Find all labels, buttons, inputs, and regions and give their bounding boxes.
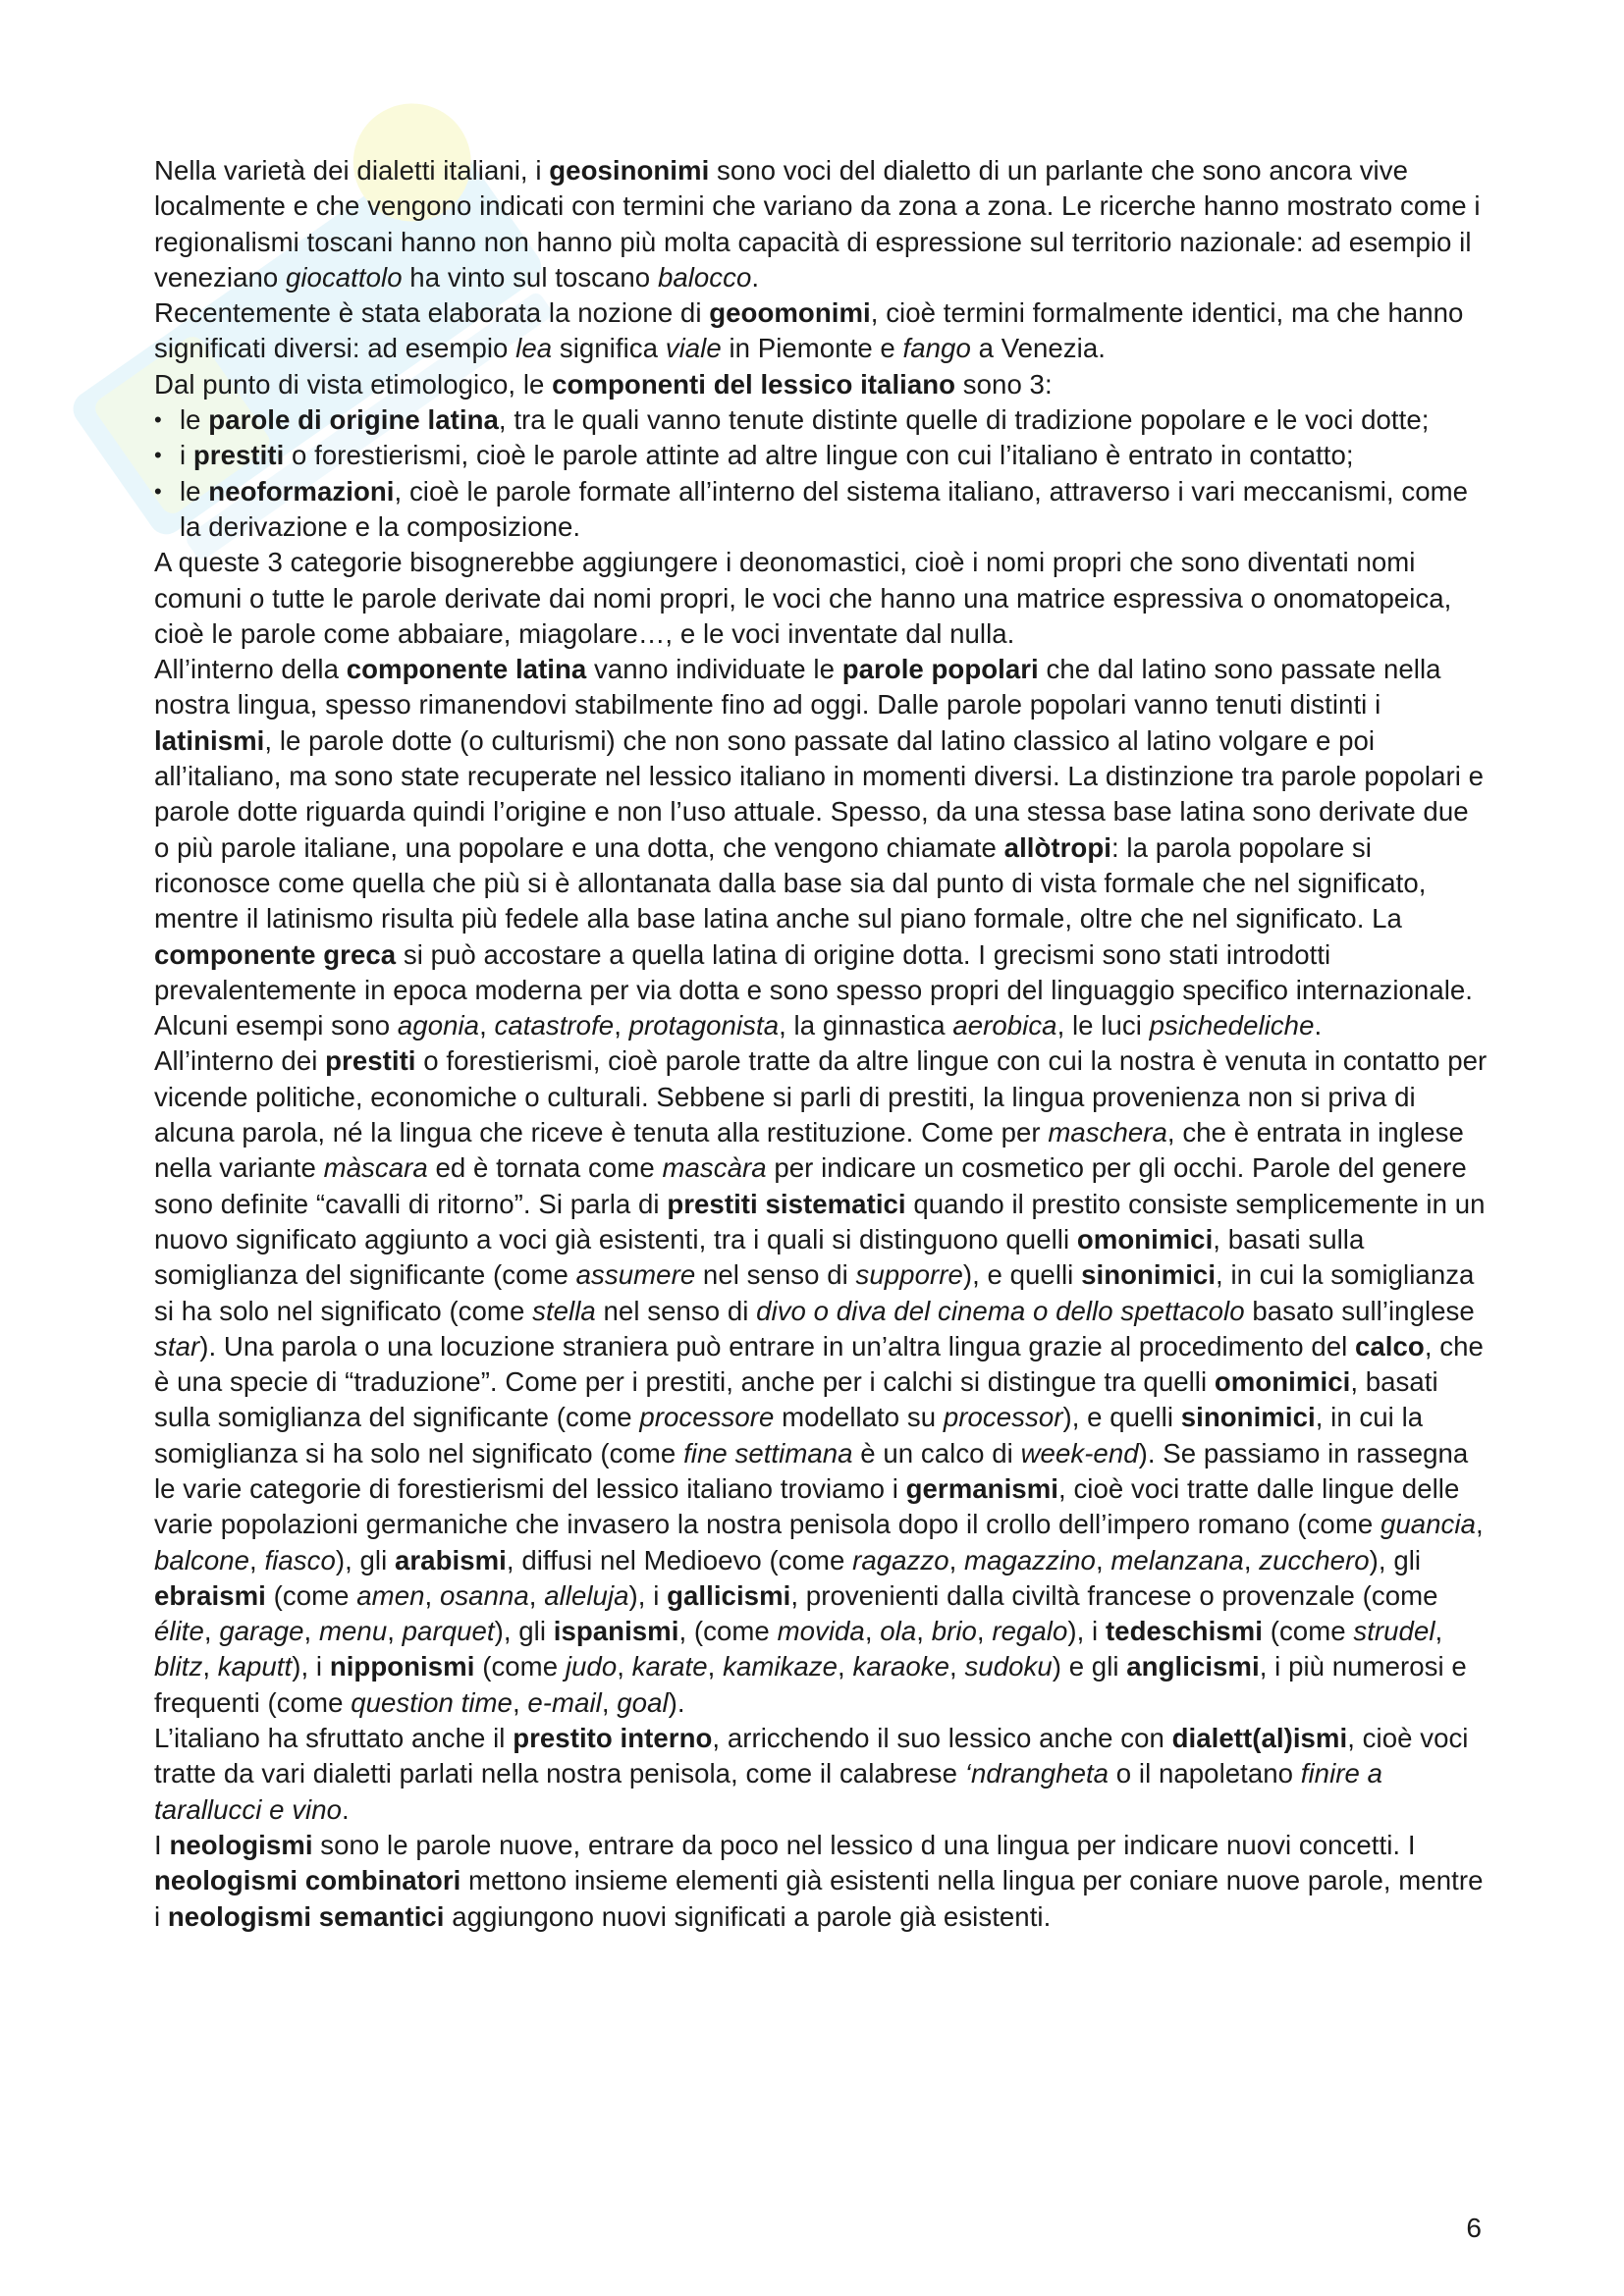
text-run: (come bbox=[265, 1579, 357, 1611]
italic-term: processore bbox=[639, 1402, 775, 1433]
text-run: , in cui la somiglianza si ha solo nel significato (come bbox=[154, 1259, 1475, 1326]
italic-term: regalo bbox=[992, 1616, 1068, 1647]
text-run: , arricchendo il suo lessico anche con bbox=[712, 1723, 1172, 1754]
italic-term: blitz bbox=[154, 1651, 203, 1682]
bold-term: neologismi semantici bbox=[167, 1900, 445, 1932]
italic-term: balocco bbox=[657, 261, 752, 293]
text-run: I bbox=[154, 1829, 170, 1860]
italic-term: ola bbox=[880, 1616, 917, 1647]
text-run: o il napoletano bbox=[1109, 1758, 1301, 1789]
text-run: , bbox=[601, 1686, 618, 1718]
italic-term: alleluja bbox=[544, 1579, 629, 1611]
italic-term: divo o diva del cinema o dello spettacolo bbox=[756, 1295, 1245, 1326]
bold-term: componente latina bbox=[346, 654, 587, 685]
text-run: , bbox=[838, 1651, 853, 1682]
text-run: ), e quelli bbox=[962, 1259, 1082, 1291]
text-run: , bbox=[479, 1010, 495, 1041]
text-run: , bbox=[617, 1651, 632, 1682]
text-run: le bbox=[180, 475, 209, 507]
text-run: , provenienti dalla civiltà francese o provenzale (come bbox=[790, 1579, 1438, 1611]
text-run: L’italiano ha sfruttato anche il bbox=[154, 1723, 514, 1754]
paragraph bbox=[154, 545, 1489, 652]
text-run: sono le parole nuove, entrare da poco nel lessico d una lingua per indicare nuovi concetti. I bbox=[312, 1829, 1416, 1860]
text-run: , bbox=[303, 1616, 319, 1647]
text-run: , cioè voci tratte da vari dialetti parlati nella nostra penisola, come il calabrese bbox=[154, 1723, 1469, 1789]
text-run: basato sull’inglese bbox=[1244, 1295, 1475, 1326]
text-run: , che è entrata in inglese nella variante bbox=[154, 1117, 1464, 1184]
italic-term: balcone bbox=[154, 1544, 250, 1575]
italic-term: guancia bbox=[1380, 1509, 1476, 1540]
italic-term: agonia bbox=[397, 1010, 480, 1041]
italic-term: lea bbox=[515, 333, 553, 364]
paragraph bbox=[154, 295, 1489, 367]
bold-term: parole popolari bbox=[841, 654, 1039, 685]
paragraph bbox=[154, 1828, 1489, 1935]
italic-term: goal bbox=[617, 1686, 669, 1718]
text-run: quando il prestito consiste semplicemente in un nuovo significato aggiunto a voci già esistenti, tra i quali si distinguono quelli bbox=[154, 1188, 1486, 1255]
text-run: o forestierismi, cioè le parole attinte ad altre lingue con cui l’italiano è entrato in contatto; bbox=[284, 440, 1354, 471]
italic-term: giocattolo bbox=[285, 261, 403, 293]
bold-term: ispanismi bbox=[553, 1616, 679, 1647]
page-number: 6 bbox=[1466, 2213, 1482, 2243]
paragraphs-after-list bbox=[154, 545, 1489, 1935]
text-run: , le parole dotte (o culturismi) che non sono passate dal latino classico al latino volgare e poi all’italiano, ma sono state recuperate nel lessico italiano in momenti diversi. La distinzione tra parole popolari e parole dotte riguarda quindi l’origine e non l’uso attuale. Spesso, da una stessa base latina sono derivate due o più parole italiane, una popolare e una dotta, che vengono chiamate bbox=[154, 724, 1485, 863]
italic-term: supporre bbox=[855, 1259, 963, 1291]
text-run: ). Se passiamo in rassegna le varie categorie di forestierismi del lessico italiano troviamo i bbox=[154, 1437, 1469, 1504]
italic-term: zucchero bbox=[1259, 1544, 1370, 1575]
paragraph bbox=[154, 367, 1489, 402]
paragraphs-before-list bbox=[154, 153, 1489, 402]
italic-term: week-end bbox=[1020, 1437, 1139, 1468]
text-run: vanno individuate le bbox=[586, 654, 842, 685]
bold-term: germanismi bbox=[905, 1472, 1059, 1504]
text-run: , bbox=[976, 1616, 993, 1647]
italic-term: parquet bbox=[402, 1616, 495, 1647]
text-run: sono 3: bbox=[955, 368, 1053, 400]
text-run: o forestierismi, cioè parole tratte da altre lingue con cui la nostra è venuta in contatto per vicende politiche, economiche o culturali. Sebbene si parli di prestiti, la lingua provenienza non si priva di alcuna parola, né la lingua che riceve è tenuta alla restituzione. Come per bbox=[154, 1045, 1488, 1148]
bold-term: allòtropi bbox=[1003, 831, 1111, 863]
text-run: , bbox=[202, 1651, 218, 1682]
italic-term: sudoku bbox=[964, 1651, 1053, 1682]
bold-term: parole di origine latina bbox=[208, 404, 499, 436]
bold-term: arabismi bbox=[395, 1544, 507, 1575]
text-run: a Venezia. bbox=[970, 333, 1106, 364]
text-run: è un calco di bbox=[852, 1437, 1021, 1468]
text-run: modellato su bbox=[774, 1402, 944, 1433]
text-run: , in cui la somiglianza si ha solo nel significato (come bbox=[154, 1402, 1424, 1468]
text-run: ), gli bbox=[1369, 1544, 1422, 1575]
italic-term: psichedeliche bbox=[1149, 1010, 1315, 1041]
bold-term: neologismi combinatori bbox=[154, 1865, 461, 1896]
bold-term: ebraismi bbox=[154, 1579, 266, 1611]
text-run: , bbox=[707, 1651, 724, 1682]
bold-term: prestito interno bbox=[513, 1723, 713, 1754]
text-run: ), i bbox=[292, 1651, 330, 1682]
text-run: , bbox=[1475, 1509, 1484, 1540]
text-run: ed è tornata come bbox=[427, 1152, 663, 1184]
paragraph bbox=[154, 652, 1489, 1043]
text-run: si può accostare a quella latina di origine dotta. I grecismi sono stati introdotti prevalentemente in epoca moderna per via dotta e sono spesso propri del linguaggio specifico internazionale. Alcuni esempi sono bbox=[154, 938, 1474, 1041]
text-run: : la parola popolare si riconosce come quella che più si è allontanata dalla base sia dal punto di vista formale che nel significato, mentre il latinismo risulta più fedele alla base latina anche sul piano formale, oltre che nel significato. La bbox=[154, 831, 1427, 934]
bold-term: geosinonimi bbox=[549, 155, 710, 186]
italic-term: catastrofe bbox=[494, 1010, 615, 1041]
bold-term: neoformazioni bbox=[208, 475, 395, 507]
italic-term: finire a tarallucci e vino bbox=[154, 1758, 1383, 1825]
bold-term: prestiti bbox=[192, 440, 285, 471]
lexicon-components-list bbox=[154, 402, 1489, 545]
bold-term: neologismi bbox=[169, 1829, 313, 1860]
text-run: ). bbox=[668, 1686, 685, 1718]
bold-term: sinonimici bbox=[1180, 1402, 1316, 1433]
text-run: All’interno della bbox=[154, 654, 347, 685]
text-run: , bbox=[949, 1651, 965, 1682]
bold-term: gallicismi bbox=[667, 1579, 791, 1611]
text-run: , bbox=[249, 1544, 265, 1575]
text-run: Dal punto di vista etimologico, le bbox=[154, 368, 553, 400]
text-run: per indicare un cosmetico per gli occhi. Parole del genere sono definite “cavalli di ritorno”. Si parla di bbox=[154, 1152, 1467, 1219]
paragraph bbox=[154, 153, 1489, 295]
text-run: , bbox=[614, 1010, 629, 1041]
text-run: , diffusi nel Medioevo (come bbox=[506, 1544, 853, 1575]
text-run: , le luci bbox=[1056, 1010, 1150, 1041]
italic-term: viale bbox=[665, 333, 722, 364]
text-run: , bbox=[864, 1616, 881, 1647]
text-run: A queste 3 categorie bisognerebbe aggiungere i deonomastici, cioè i nomi propri che sono diventati nomi comuni o tutte le parole derivate dai nomi propri, le voci che hanno una matrice espressiva o onomatopeica, cioè le parole come abbaiare, miagolare…, e le voci inventate dal nulla. bbox=[154, 547, 1452, 649]
italic-term: menu bbox=[318, 1616, 388, 1647]
italic-term: osanna bbox=[439, 1579, 529, 1611]
text-run: , bbox=[512, 1686, 528, 1718]
text-run: , i più numerosi e frequenti (come bbox=[154, 1651, 1467, 1718]
italic-term: protagonista bbox=[628, 1010, 780, 1041]
text-run: che dal latino sono passate nella nostra lingua, spesso rimanendovi stabilmente fino ad oggi. Dalle parole popolari vanno tenuti distinti i bbox=[154, 654, 1441, 721]
text-run: (come bbox=[1263, 1616, 1354, 1647]
text-run: , bbox=[948, 1544, 965, 1575]
text-run: mettono insieme elementi già esistenti nella lingua per coniare nuove parole, mentre i bbox=[154, 1865, 1484, 1932]
italic-term: kamikaze bbox=[723, 1651, 839, 1682]
text-run: Nella varietà dei dialetti italiani, i bbox=[154, 155, 550, 186]
text-run: , bbox=[203, 1616, 220, 1647]
text-run: , (come bbox=[678, 1616, 778, 1647]
italic-term: assumere bbox=[575, 1259, 696, 1291]
text-run: , bbox=[1095, 1544, 1111, 1575]
italic-term: amen bbox=[356, 1579, 425, 1611]
text-run: , bbox=[1435, 1616, 1443, 1647]
italic-term: mascàra bbox=[662, 1152, 767, 1184]
text-run: , la ginnastica bbox=[779, 1010, 953, 1041]
paragraph bbox=[154, 1721, 1489, 1828]
list-item bbox=[154, 402, 1489, 438]
bold-term: dialett(al)ismi bbox=[1171, 1723, 1348, 1754]
bold-term: calco bbox=[1355, 1330, 1425, 1362]
italic-term: processor bbox=[943, 1402, 1063, 1433]
italic-term: melanzana bbox=[1110, 1544, 1244, 1575]
italic-term: question time bbox=[351, 1686, 513, 1718]
text-run: , basati sulla somiglianza del significante (come bbox=[154, 1366, 1438, 1433]
text-run: sono voci del dialetto di un parlante che sono ancora vive localmente e che vengono indicati con termini che variano da zona a zona. Le ricerche hanno mostrato come i regionalismi toscani hanno non hanno più molta capacità di espressione sul territorio nazionale: ad esempio il veneziano bbox=[154, 155, 1481, 293]
italic-term: màscara bbox=[323, 1152, 428, 1184]
italic-term: fiasco bbox=[264, 1544, 336, 1575]
italic-term: karate bbox=[631, 1651, 708, 1682]
bold-term: prestiti bbox=[325, 1045, 416, 1077]
italic-term: kaputt bbox=[217, 1651, 293, 1682]
text-run: . bbox=[751, 261, 760, 293]
text-run: , bbox=[387, 1616, 403, 1647]
text-run: , bbox=[1243, 1544, 1260, 1575]
text-run: , bbox=[424, 1579, 440, 1611]
text-run: , tra le quali vanno tenute distinte quelle di tradizione popolare e le voci dotte; bbox=[498, 404, 1430, 436]
text-run: . bbox=[342, 1793, 350, 1825]
text-run: ). Una parola o una locuzione straniera può entrare in un’altra lingua grazie al procedimento del bbox=[199, 1330, 1356, 1362]
italic-term: magazzino bbox=[964, 1544, 1096, 1575]
text-run: , basati sulla somiglianza del significante (come bbox=[154, 1223, 1365, 1291]
bold-term: sinonimici bbox=[1081, 1259, 1217, 1291]
text-run: ), gli bbox=[335, 1544, 395, 1575]
italic-term: ‘ndrangheta bbox=[964, 1758, 1110, 1789]
italic-term: judo bbox=[565, 1651, 618, 1682]
italic-term: star bbox=[154, 1330, 200, 1362]
italic-term: movida bbox=[777, 1616, 865, 1647]
bold-term: latinismi bbox=[154, 724, 265, 756]
italic-term: ragazzo bbox=[852, 1544, 949, 1575]
bold-term: prestiti sistematici bbox=[667, 1188, 906, 1219]
text-run: , cioè termini formalmente identici, ma che hanno significati diversi: ad esempio bbox=[154, 297, 1464, 364]
italic-term: élite bbox=[154, 1616, 204, 1647]
bold-term: nipponismi bbox=[329, 1651, 475, 1682]
bold-term: anglicismi bbox=[1126, 1651, 1260, 1682]
italic-term: garage bbox=[219, 1616, 304, 1647]
main-text bbox=[154, 153, 1489, 1935]
italic-term: e-mail bbox=[527, 1686, 602, 1718]
italic-term: strudel bbox=[1353, 1616, 1435, 1647]
text-run: , bbox=[528, 1579, 545, 1611]
italic-term: aerobica bbox=[952, 1010, 1057, 1041]
text-run: ) e gli bbox=[1052, 1651, 1127, 1682]
italic-term: stella bbox=[532, 1295, 596, 1326]
italic-term: fango bbox=[902, 333, 971, 364]
text-run: ), i bbox=[628, 1579, 668, 1611]
bold-term: componente greca bbox=[154, 938, 397, 970]
bold-term: omonimici bbox=[1214, 1366, 1351, 1398]
bold-term: omonimici bbox=[1076, 1223, 1214, 1255]
text-run: All’interno dei bbox=[154, 1045, 326, 1077]
text-run: significa bbox=[552, 333, 666, 364]
text-run: , cioè le parole formate all’interno del sistema italiano, attraverso i vari meccanismi, come la derivazione e la composizione. bbox=[180, 475, 1469, 542]
bold-term: componenti del lessico italiano bbox=[552, 368, 956, 400]
bold-term: tedeschismi bbox=[1105, 1616, 1263, 1647]
text-run: ha vinto sul toscano bbox=[402, 261, 658, 293]
text-run: , cioè voci tratte dalle lingue delle varie popolazioni germaniche che invasero la nostra penisola dopo il crollo dell’impero romano (come bbox=[154, 1472, 1460, 1540]
text-run: Recentemente è stata elaborata la nozione di bbox=[154, 297, 710, 329]
text-run: in Piemonte e bbox=[721, 333, 903, 364]
text-run: i bbox=[180, 440, 193, 471]
italic-term: brio bbox=[931, 1616, 977, 1647]
text-run: ), e quelli bbox=[1062, 1402, 1181, 1433]
text-run: , bbox=[916, 1616, 932, 1647]
italic-term: maschera bbox=[1048, 1117, 1167, 1148]
text-run: . bbox=[1314, 1010, 1323, 1041]
text-run: le bbox=[180, 404, 209, 436]
text-run: , che è una specie di “traduzione”. Come per i prestiti, anche per i calchi si distingue tra quelli bbox=[154, 1330, 1484, 1398]
italic-term: karaoke bbox=[852, 1651, 950, 1682]
text-run: ), i bbox=[1067, 1616, 1106, 1647]
text-run: ), gli bbox=[494, 1616, 554, 1647]
list-item bbox=[154, 438, 1489, 473]
text-run: aggiungono nuovi significati a parole già esistenti. bbox=[444, 1900, 1052, 1932]
paragraph bbox=[154, 1043, 1489, 1721]
italic-term: fine settimana bbox=[683, 1437, 853, 1468]
text-run: (come bbox=[474, 1651, 566, 1682]
list-item bbox=[154, 474, 1489, 546]
text-run: nel senso di bbox=[695, 1259, 856, 1291]
text-run: nel senso di bbox=[595, 1295, 757, 1326]
bold-term: geoomonimi bbox=[709, 297, 871, 329]
